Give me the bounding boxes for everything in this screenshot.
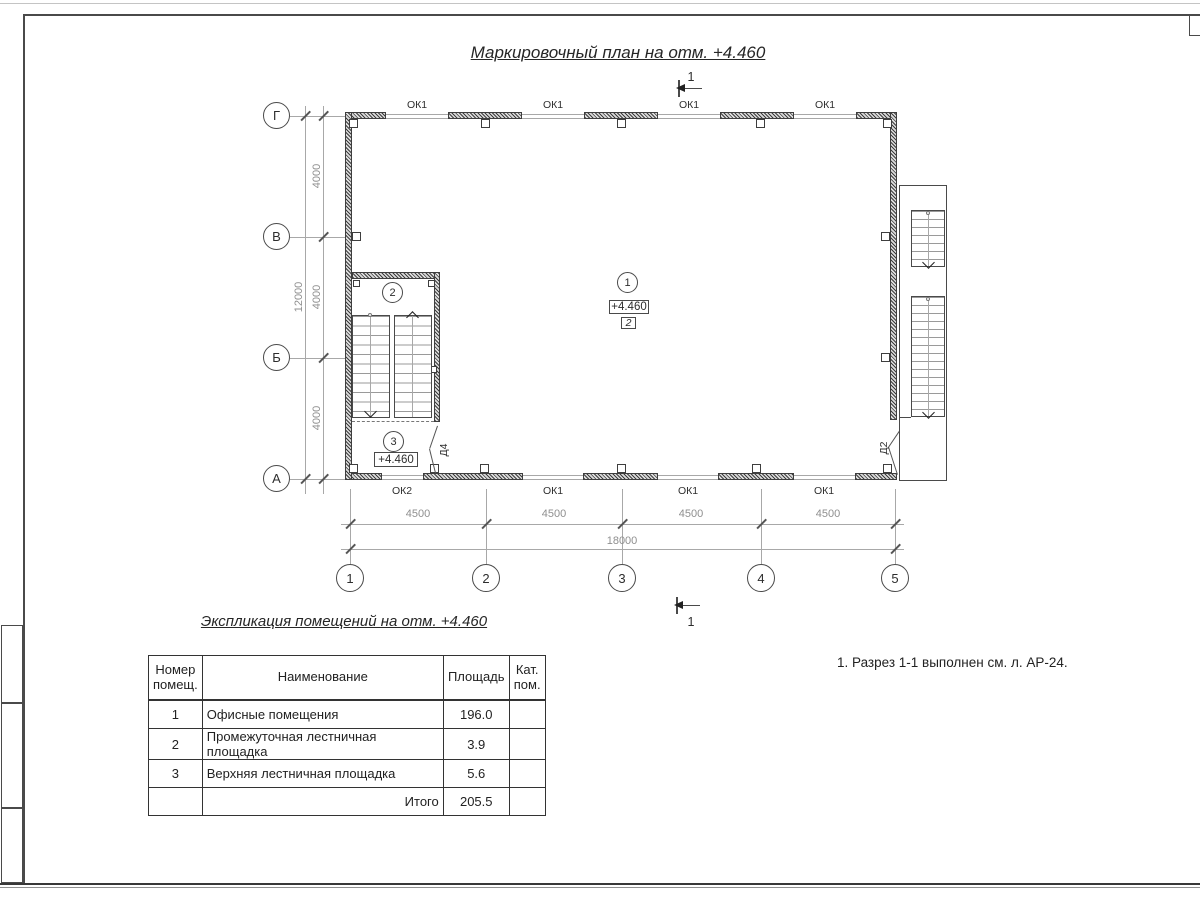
table-row: [149, 760, 546, 788]
column-mark: [881, 232, 890, 241]
column-mark: [883, 464, 892, 473]
vdim-line-total: [305, 106, 306, 494]
window-label-top-1: ОК1: [406, 99, 428, 111]
floor-type-mark: 2: [621, 317, 636, 329]
wall-pier: [720, 112, 794, 119]
cell-empty: [509, 788, 545, 816]
hdim-line-total: [341, 549, 904, 550]
ext-line-4: [761, 489, 762, 564]
axis-bubble-5: 5: [881, 564, 909, 592]
vdim-4000-1: 4000: [311, 163, 323, 189]
door-d4-label: Д4: [438, 443, 450, 457]
header-category: Кат. пом.: [509, 656, 545, 701]
left-wall: [345, 112, 352, 480]
cell-room-area: 196.0: [443, 700, 509, 729]
column-mark: [480, 464, 489, 473]
door-d2-label: Д2: [878, 441, 890, 455]
column-mark: [349, 464, 358, 473]
cell-room-name: Верхняя лестничная площадка: [202, 760, 443, 788]
stair-start-dot: [926, 211, 930, 215]
column-mark: [752, 464, 761, 473]
vdim-line-segments: [323, 106, 324, 494]
window-label-top-4: ОК1: [814, 99, 836, 111]
column-mark: [756, 119, 765, 128]
stair-wall-top: [352, 272, 440, 279]
axis-line-a: [290, 479, 346, 480]
sheet-edge-top: [0, 3, 1200, 4]
wall-pier: [718, 473, 794, 480]
wall-pier: [584, 112, 658, 119]
cell-room-category: [509, 700, 545, 729]
axis-bubble-b: Б: [263, 344, 290, 371]
ext-line-3: [622, 489, 623, 564]
cell-room-category: [509, 760, 545, 788]
binding-box-2: [1, 703, 23, 808]
header-name: Наименование: [202, 656, 443, 701]
section-label-bottom: 1: [687, 615, 695, 629]
ext-line-5: [895, 489, 896, 564]
cell-room-number: 3: [149, 760, 203, 788]
table-row: [149, 700, 546, 729]
wall-pier: [583, 473, 658, 480]
total-value: 205.5: [443, 788, 509, 816]
wall-pier: [423, 473, 523, 480]
door-d4-leaf: [429, 426, 438, 449]
wall-pier: [855, 473, 897, 480]
table-total-row: [149, 788, 546, 816]
hdim-4500-2: 4500: [541, 508, 567, 520]
section-arrow-top-icon: [676, 84, 685, 92]
table-title: Экспликация помещений на отм. +4.460: [200, 613, 488, 630]
ext-line-2: [486, 489, 487, 564]
stair-centerline: [370, 316, 371, 417]
column-mark: [349, 119, 358, 128]
stair-centerline: [412, 316, 413, 417]
axis-bubble-g: Г: [263, 102, 290, 129]
hdim-18000: 18000: [606, 535, 638, 547]
window-label-top-2: ОК1: [542, 99, 564, 111]
plan-title: Маркировочный план на отм. +4.460: [470, 43, 766, 62]
hdim-4500-3: 4500: [678, 508, 704, 520]
room-schedule-table: [148, 655, 546, 816]
drawing-note: 1. Разрез 1-1 выполнен см. л. АР-24.: [837, 655, 1068, 670]
ext-line-1: [350, 489, 351, 564]
corner-stamp-box: [1189, 15, 1200, 36]
cell-room-area: 3.9: [443, 729, 509, 760]
room-mark-3: 3: [383, 431, 404, 452]
window-label-bottom-4: ОК1: [813, 485, 835, 497]
section-label-top: 1: [687, 70, 695, 84]
room-mark-2: 2: [382, 282, 403, 303]
column-mark: [481, 119, 490, 128]
wall-pier: [448, 112, 522, 119]
axis-bubble-a: А: [263, 465, 290, 492]
stair-flight-left: [352, 315, 390, 418]
binding-box-3: [1, 808, 23, 883]
elevation-mark-stair: +4.460: [374, 452, 418, 467]
axis-bubble-4: 4: [747, 564, 775, 592]
stair-flight-right: [394, 315, 432, 418]
column-mark: [428, 280, 435, 287]
hdim-4500-4: 4500: [815, 508, 841, 520]
column-mark: [617, 464, 626, 473]
stair-break-line: [352, 421, 434, 422]
column-mark: [353, 280, 360, 287]
axis-bubble-1: 1: [336, 564, 364, 592]
frame-left: [23, 14, 25, 883]
section-arrow-bottom-icon: [674, 601, 683, 609]
axis-bubble-v: В: [263, 223, 290, 250]
column-mark: [881, 353, 890, 362]
cell-room-number: 2: [149, 729, 203, 760]
vdim-4000-3: 4000: [311, 405, 323, 431]
frame-top: [23, 14, 1200, 16]
column-mark: [883, 119, 892, 128]
axis-bubble-2: 2: [472, 564, 500, 592]
vdim-4000-2: 4000: [311, 284, 323, 310]
header-room-number: Номер помещ.: [149, 656, 203, 701]
hdim-4500-1: 4500: [405, 508, 431, 520]
cell-room-number: 1: [149, 700, 203, 729]
axis-line-b: [290, 358, 346, 359]
external-stair-landing-line: [899, 417, 911, 418]
external-stair-centerline: [928, 297, 929, 416]
window-label-top-3: ОК1: [678, 99, 700, 111]
window-label-bottom-2: ОК1: [542, 485, 564, 497]
room-mark-1: 1: [617, 272, 638, 293]
window-label-bottom-3: ОК1: [677, 485, 699, 497]
right-wall: [890, 112, 897, 420]
column-mark: [617, 119, 626, 128]
cell-room-name: Офисные помещения: [202, 700, 443, 729]
binding-box-1: [1, 625, 23, 703]
header-area: Площадь: [443, 656, 509, 701]
cell-empty: [149, 788, 203, 816]
stair-wall-right: [434, 272, 440, 422]
table-row: [149, 729, 546, 760]
cell-room-name: Промежуточная лестничная площадка: [202, 729, 443, 760]
sheet-edge-bottom: [0, 887, 1200, 888]
axis-line-g: [290, 116, 346, 117]
total-label: Итого: [202, 788, 443, 816]
stair-start-dot: [926, 297, 930, 301]
cell-room-category: [509, 729, 545, 760]
axis-bubble-3: 3: [608, 564, 636, 592]
vdim-12000: 12000: [293, 281, 305, 313]
cell-room-area: 5.6: [443, 760, 509, 788]
frame-bottom: [0, 883, 1200, 885]
table-header-row: [149, 656, 546, 701]
axis-line-v: [290, 237, 346, 238]
stair-start-dot: [368, 313, 372, 317]
column-mark: [352, 232, 361, 241]
elevation-mark-room1: +4.460: [609, 300, 649, 314]
window-label-bottom-1: ОК2: [391, 485, 413, 497]
